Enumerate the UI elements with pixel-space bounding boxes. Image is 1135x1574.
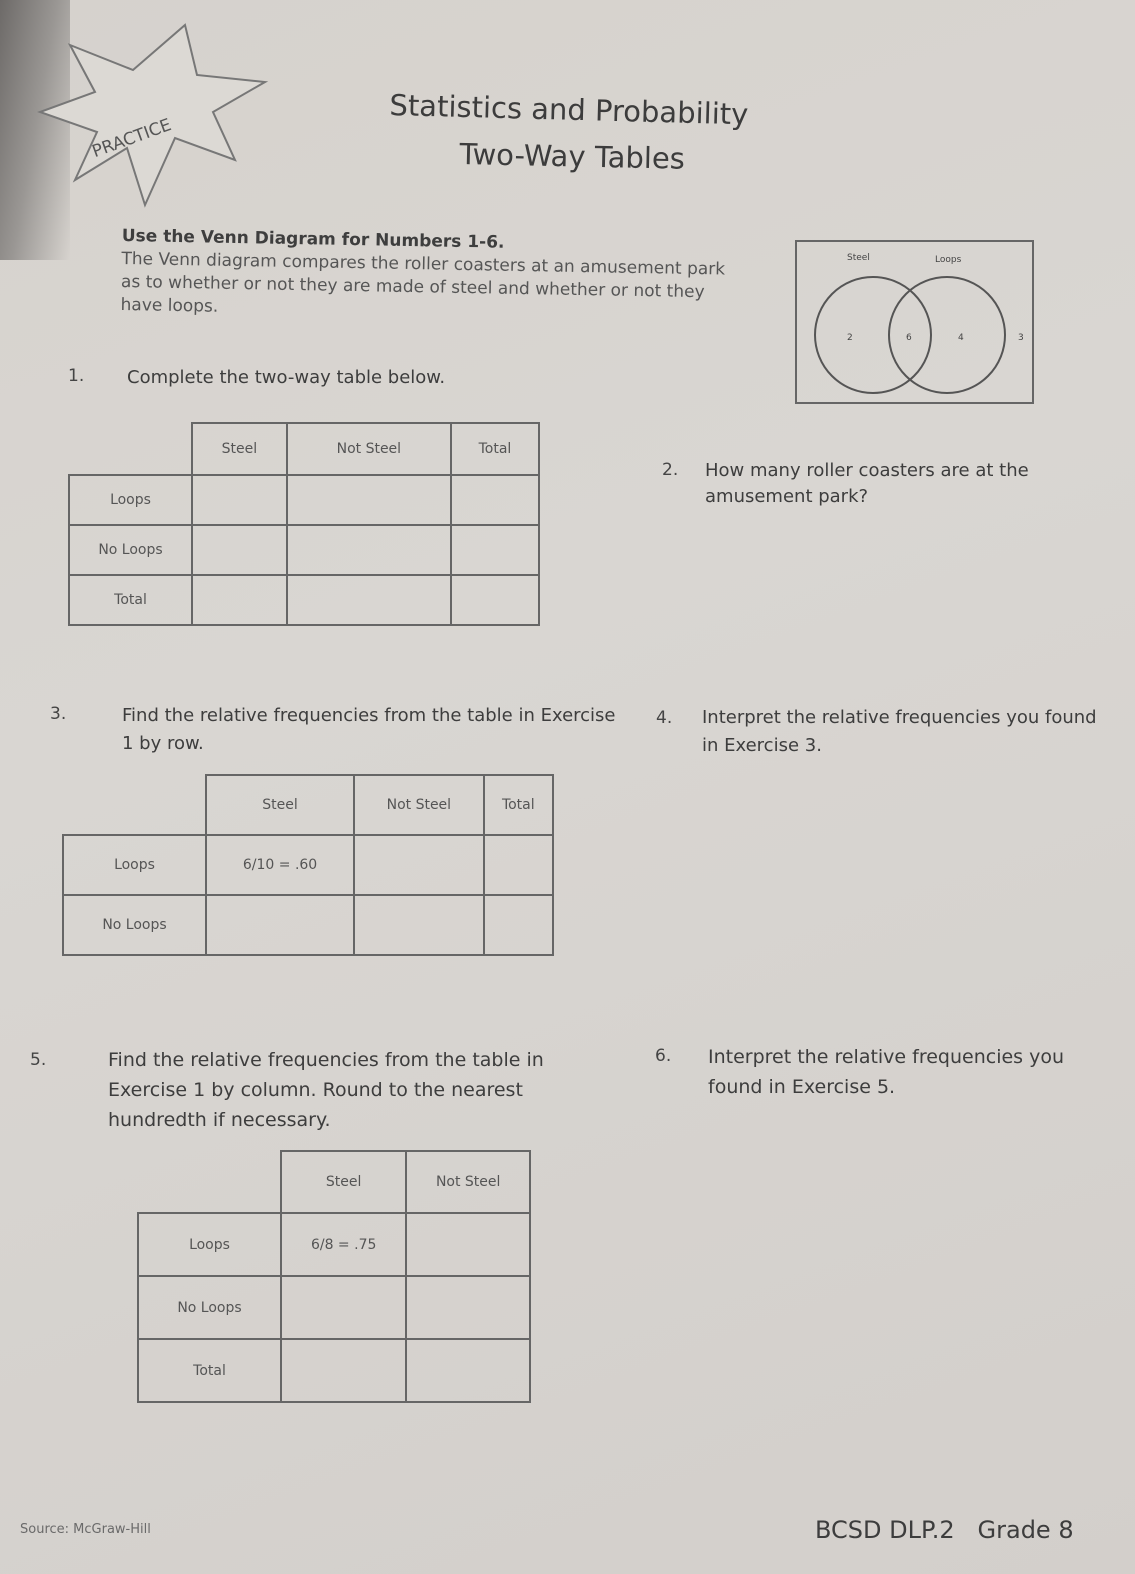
venn-value-neither: 3 [1018,333,1024,343]
venn-diagram [795,240,1035,405]
footer-course: BCSD DLP.2 Grade 8 [815,1516,1074,1544]
table3-row-label: No Loops [63,895,206,955]
venn-value-steel-only: 2 [847,333,853,343]
table3-cell[interactable] [354,895,483,955]
q1-number: 1. [68,366,85,386]
table1-cell[interactable] [192,525,287,575]
table1-row-label: No Loops [69,525,192,575]
q3-text: Find the relative frequencies from the table in Exercise 1 by row. [122,705,616,754]
table1-cell[interactable] [287,575,451,625]
table1-corner [69,423,192,475]
table5-row-label: No Loops [138,1276,281,1339]
venn-label-steel: Steel [847,253,870,263]
table1-cell[interactable] [451,575,539,625]
table3-cell[interactable]: 6/10 = .60 [206,835,354,895]
q6-text: Interpret the relative frequencies you found in Exercise 5. [708,1046,1065,1098]
q2-text: How many roller coasters are at the amusement park? [705,460,1029,507]
table3-cell[interactable] [484,895,553,955]
instructions-text: The Venn diagram compares the roller coasters at an amusement park as to whether or not they are made of steel and whether or not they have loops. [120,248,726,317]
table1 [68,422,540,626]
table1-cell[interactable] [451,475,539,525]
footer-source: Source: McGraw-Hill [20,1522,151,1537]
table5-cell[interactable] [406,1213,530,1276]
page-subtitle: Two-Way Tables [459,137,686,176]
table5-header: Steel [281,1151,406,1213]
table5-cell[interactable] [281,1339,406,1402]
table5-row-label: Total [138,1339,281,1402]
venn-value-loops-only: 4 [958,333,964,343]
table3 [62,774,554,956]
table1-header: Steel [192,423,287,475]
q4-number: 4. [656,708,673,728]
q5-number: 5. [30,1050,47,1070]
q3-number: 3. [50,704,67,724]
q1-text: Complete the two-way table below. [127,367,446,388]
table3-corner [63,775,206,835]
table3-row-label: Loops [63,835,206,895]
venn-value-both: 6 [906,333,912,343]
table5-cell[interactable] [281,1276,406,1339]
table5-header: Not Steel [406,1151,530,1213]
practice-label: PRACTICE [89,115,175,163]
table1-cell[interactable] [287,525,451,575]
table1-header: Total [451,423,539,475]
q4-text: Interpret the relative frequencies you found in Exercise 3. [702,707,1097,756]
table3-header: Total [484,775,553,835]
table5 [137,1150,531,1403]
table1-row-label: Total [69,575,192,625]
table5-cell[interactable]: 6/8 = .75 [281,1213,406,1276]
table3-cell[interactable] [206,895,354,955]
table5-cell[interactable] [406,1276,530,1339]
q5-text: Find the relative frequencies from the table in Exercise 1 by column. Round to the nearest hundredth if necessary. [108,1049,544,1131]
starburst-icon [40,25,265,205]
table1-row-label: Loops [69,475,192,525]
table1-header: Not Steel [287,423,451,475]
instructions [120,225,742,328]
practice-badge [35,20,275,220]
venn-label-loops: Loops [935,255,962,265]
instructions-heading: Use the Venn Diagram for Numbers 1-6. [121,225,505,253]
table3-header: Not Steel [354,775,483,835]
table1-cell[interactable] [192,475,287,525]
table3-cell[interactable] [484,835,553,895]
table5-cell[interactable] [406,1339,530,1402]
table5-row-label: Loops [138,1213,281,1276]
table1-cell[interactable] [287,475,451,525]
table5-corner [138,1151,281,1213]
page-title: Statistics and Probability [389,88,749,132]
q6-number: 6. [655,1046,672,1066]
table3-header: Steel [206,775,354,835]
table1-cell[interactable] [451,525,539,575]
table1-cell[interactable] [192,575,287,625]
q2-number: 2. [662,460,679,480]
table3-cell[interactable] [354,835,483,895]
venn-circle-steel [815,277,931,393]
